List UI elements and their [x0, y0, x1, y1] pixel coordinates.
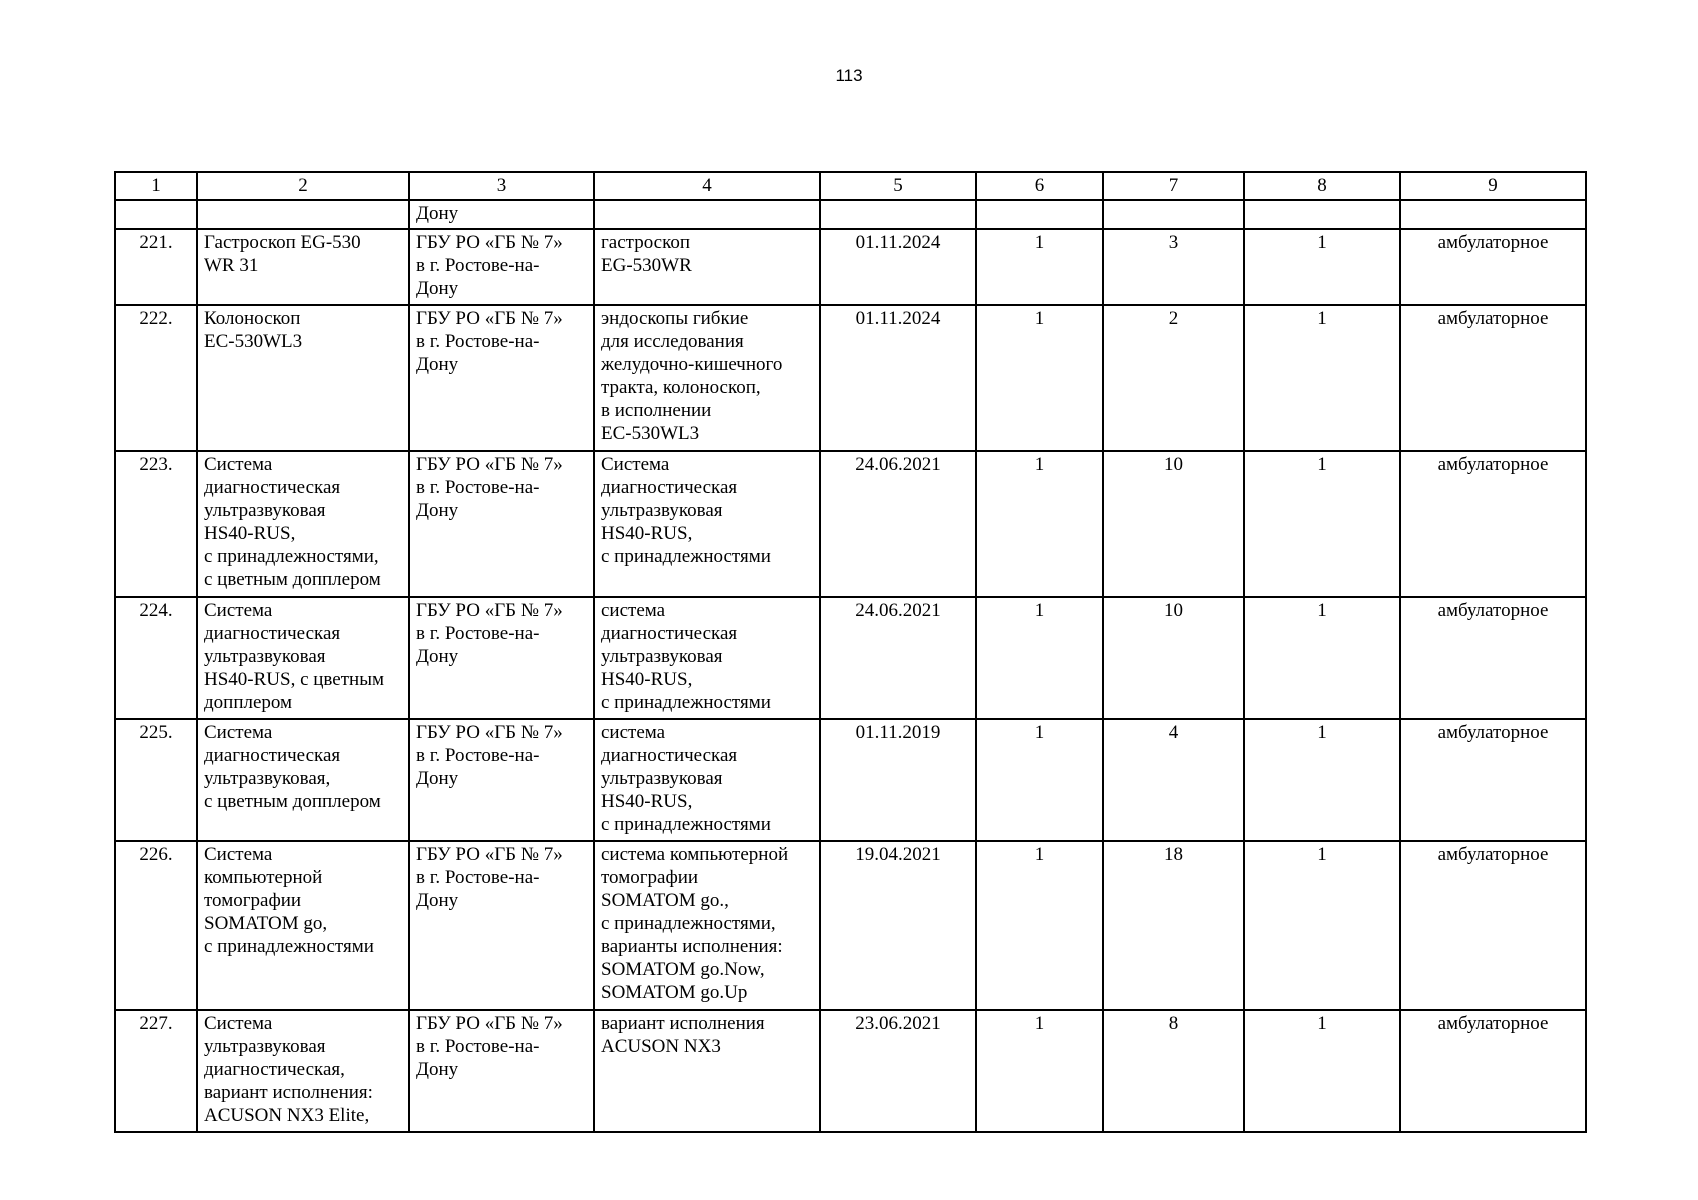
- date-cell: [820, 200, 976, 229]
- column-number: 2: [197, 172, 409, 200]
- registration-name-cell: гастроскоп EG-530WR: [594, 229, 820, 305]
- care-type-cell: амбулаторное: [1400, 451, 1586, 597]
- organization-cell: ГБУ РО «ГБ № 7» в г. Ростове-на- Дону: [409, 305, 594, 451]
- care-type-cell: [1400, 200, 1586, 229]
- quantity-cell: [1244, 200, 1400, 229]
- column-number-row: [115, 172, 1586, 200]
- row-number-cell: 223.: [115, 451, 197, 597]
- row-number-cell: 225.: [115, 719, 197, 841]
- count-cell: 1: [976, 229, 1103, 305]
- registration-name-cell: эндоскопы гибкие для исследования желудочно-кишечного тракта, колоноскоп, в исполнении EC-530WL3: [594, 305, 820, 451]
- row-number-cell: [115, 200, 197, 229]
- organization-cell: ГБУ РО «ГБ № 7» в г. Ростове-на- Дону: [409, 719, 594, 841]
- count-cell: 1: [976, 451, 1103, 597]
- count-cell: 1: [976, 719, 1103, 841]
- date-cell: 24.06.2021: [820, 597, 976, 719]
- column-number: 9: [1400, 172, 1586, 200]
- organization-cell: ГБУ РО «ГБ № 7» в г. Ростове-на- Дону: [409, 451, 594, 597]
- date-cell: 01.11.2024: [820, 305, 976, 451]
- date-cell: 19.04.2021: [820, 841, 976, 1010]
- count-cell: 1: [976, 841, 1103, 1010]
- date-cell: 24.06.2021: [820, 451, 976, 597]
- date-cell: 01.11.2024: [820, 229, 976, 305]
- column-number: 5: [820, 172, 976, 200]
- care-type-cell: амбулаторное: [1400, 229, 1586, 305]
- table-row: [115, 841, 1586, 1010]
- count-cell: 1: [976, 305, 1103, 451]
- table-row: [115, 305, 1586, 451]
- equipment-name-cell: Система диагностическая ультразвуковая HS40-RUS, с цветным допплером: [197, 597, 409, 719]
- registration-name-cell: [594, 200, 820, 229]
- date-cell: 01.11.2019: [820, 719, 976, 841]
- organization-cell: ГБУ РО «ГБ № 7» в г. Ростове-на- Дону: [409, 1010, 594, 1132]
- care-type-cell: амбулаторное: [1400, 1010, 1586, 1132]
- equipment-name-cell: Гастроскоп EG-530 WR 31: [197, 229, 409, 305]
- value-cell: 3: [1103, 229, 1244, 305]
- row-number-cell: 224.: [115, 597, 197, 719]
- column-number: 4: [594, 172, 820, 200]
- registration-name-cell: вариант исполнения ACUSON NX3: [594, 1010, 820, 1132]
- value-cell: 2: [1103, 305, 1244, 451]
- date-cell: 23.06.2021: [820, 1010, 976, 1132]
- quantity-cell: 1: [1244, 597, 1400, 719]
- equipment-name-cell: Колоноскоп EC-530WL3: [197, 305, 409, 451]
- care-type-cell: амбулаторное: [1400, 841, 1586, 1010]
- care-type-cell: амбулаторное: [1400, 597, 1586, 719]
- value-cell: [1103, 200, 1244, 229]
- value-cell: 4: [1103, 719, 1244, 841]
- organization-cell: ГБУ РО «ГБ № 7» в г. Ростове-на- Дону: [409, 841, 594, 1010]
- equipment-name-cell: Система ультразвуковая диагностическая, вариант исполнения: ACUSON NX3 Elite,: [197, 1010, 409, 1132]
- quantity-cell: 1: [1244, 1010, 1400, 1132]
- value-cell: 10: [1103, 597, 1244, 719]
- quantity-cell: 1: [1244, 719, 1400, 841]
- column-number: 6: [976, 172, 1103, 200]
- column-number: 7: [1103, 172, 1244, 200]
- organization-cell: Дону: [409, 200, 594, 229]
- value-cell: 10: [1103, 451, 1244, 597]
- count-cell: 1: [976, 1010, 1103, 1132]
- organization-cell: ГБУ РО «ГБ № 7» в г. Ростове-на- Дону: [409, 597, 594, 719]
- equipment-name-cell: Система диагностическая ультразвуковая HS40-RUS, с принадлежностями, с цветным допплером: [197, 451, 409, 597]
- registration-name-cell: система компьютерной томографии SOMATOM go., с принадлежностями, варианты исполнения: SOMATOM go.Now, SOMATOM go.Up: [594, 841, 820, 1010]
- column-number: 3: [409, 172, 594, 200]
- quantity-cell: 1: [1244, 229, 1400, 305]
- value-cell: 18: [1103, 841, 1244, 1010]
- table-row: [115, 451, 1586, 597]
- registration-name-cell: система диагностическая ультразвуковая HS40-RUS, с принадлежностями: [594, 597, 820, 719]
- table-row: [115, 719, 1586, 841]
- count-cell: 1: [976, 597, 1103, 719]
- registration-name-cell: Система диагностическая ультразвуковая HS40-RUS, с принадлежностями: [594, 451, 820, 597]
- column-number: 1: [115, 172, 197, 200]
- care-type-cell: амбулаторное: [1400, 719, 1586, 841]
- row-number-cell: 226.: [115, 841, 197, 1010]
- equipment-name-cell: [197, 200, 409, 229]
- care-type-cell: амбулаторное: [1400, 305, 1586, 451]
- organization-cell: ГБУ РО «ГБ № 7» в г. Ростове-на- Дону: [409, 229, 594, 305]
- row-number-cell: 221.: [115, 229, 197, 305]
- quantity-cell: 1: [1244, 451, 1400, 597]
- registration-name-cell: система диагностическая ультразвуковая HS40-RUS, с принадлежностями: [594, 719, 820, 841]
- value-cell: 8: [1103, 1010, 1244, 1132]
- equipment-name-cell: Система компьютерной томографии SOMATOM go, с принадлежностями: [197, 841, 409, 1010]
- row-number-cell: 227.: [115, 1010, 197, 1132]
- page-number: 113: [835, 66, 863, 85]
- table-row: [115, 229, 1586, 305]
- equipment-name-cell: Система диагностическая ультразвуковая, с цветным допплером: [197, 719, 409, 841]
- table-row: [115, 597, 1586, 719]
- count-cell: [976, 200, 1103, 229]
- table-row: [115, 1010, 1586, 1132]
- quantity-cell: 1: [1244, 305, 1400, 451]
- column-number: 8: [1244, 172, 1400, 200]
- row-number-cell: 222.: [115, 305, 197, 451]
- quantity-cell: 1: [1244, 841, 1400, 1010]
- equipment-table: [114, 171, 1587, 1133]
- continuation-row: [115, 200, 1586, 229]
